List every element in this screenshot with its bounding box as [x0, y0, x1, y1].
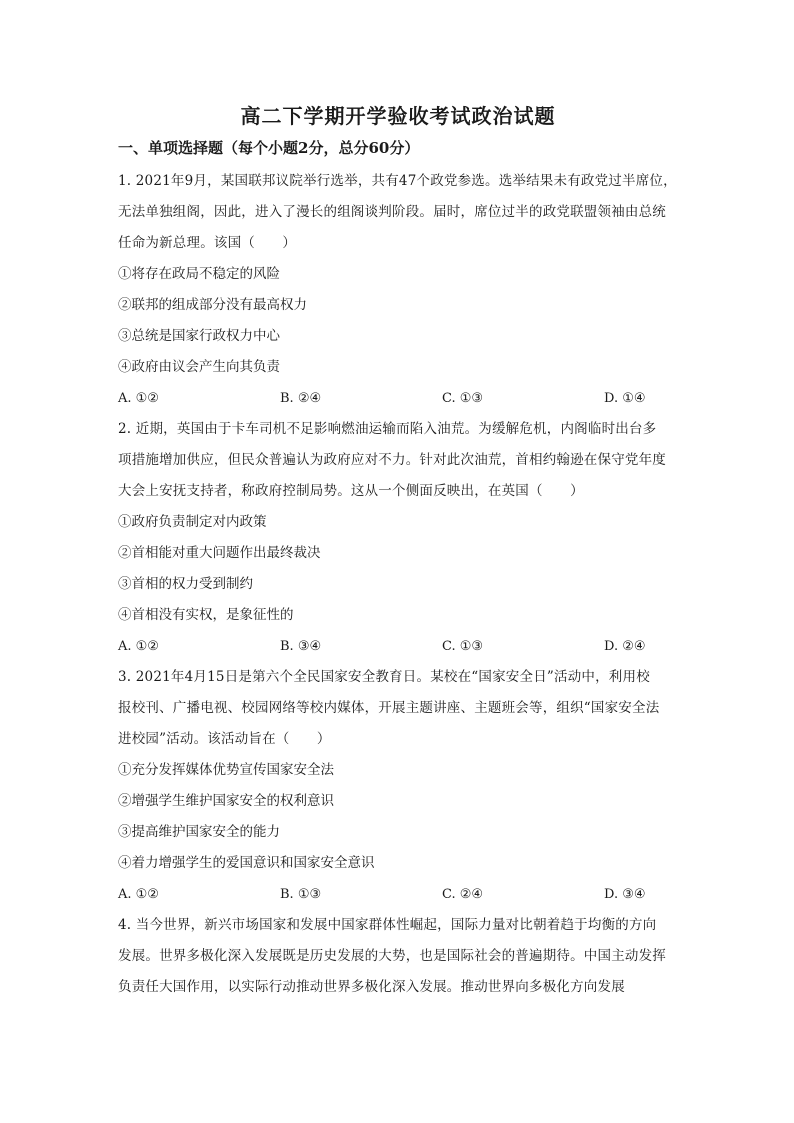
choice-b[interactable]: B. ①③ — [280, 887, 322, 902]
choice-a[interactable]: A. ①② — [118, 639, 159, 654]
question-line: 3. 2021年4月15日是第六个全民国家安全教育日。某校在“国家安全日”活动中，利用校 — [118, 669, 650, 685]
statement-option: ③首相的权力受到制约 — [118, 576, 253, 592]
page-title: 高二下学期开学验收考试政治试题 — [240, 104, 556, 128]
exam-page — [118, 100, 678, 1003]
question-line: 大会上安抚支持者，称政府控制局势。这从一个侧面反映出，在英国（ ） — [118, 483, 584, 499]
statement-option: ①充分发挥媒体优势宣传国家安全法 — [118, 762, 334, 778]
choice-c[interactable]: C. ②④ — [442, 887, 484, 902]
question-line: 2. 近期，英国由于卡车司机不足影响燃油运输而陷入油荒。为缓解危机，内阁临时出台多 — [118, 421, 657, 437]
question-line: 1. 2021年9月，某国联邦议院举行选举，共有47个政党参选。选举结果未有政党过半席位， — [118, 173, 677, 189]
answer-choices — [118, 383, 678, 414]
choice-d[interactable]: D. ②④ — [604, 639, 646, 654]
choice-a[interactable]: A. ①② — [118, 391, 159, 406]
question-3 — [118, 662, 678, 910]
choice-c[interactable]: C. ①③ — [442, 391, 484, 406]
question-line: 无法单独组阁，因此，进入了漫长的组阁谈判阶段。届时，席位过半的政党联盟领袖由总统 — [118, 204, 666, 220]
statement-option: ③提高维护国家安全的能力 — [118, 824, 280, 840]
statement-option: ④首相没有实权，是象征性的 — [118, 607, 294, 623]
question-1 — [118, 166, 678, 414]
statement-option: ②首相能对重大问题作出最终裁决 — [118, 545, 321, 561]
question-line: 项措施增加供应，但民众普遍认为政府应对不力。针对此次油荒，首相约翰逊在保守党年度 — [118, 452, 666, 468]
answer-choices — [118, 631, 678, 662]
statement-option: ④政府由议会产生向其负责 — [118, 359, 280, 375]
choice-d[interactable]: D. ③④ — [604, 887, 646, 902]
choice-b[interactable]: B. ②④ — [280, 391, 322, 406]
statement-option: ④着力增强学生的爱国意识和国家安全意识 — [118, 855, 375, 871]
question-4 — [118, 910, 678, 1003]
choice-b[interactable]: B. ③④ — [280, 639, 322, 654]
section-heading: 一、单项选择题（每个小题2分，总分60分） — [118, 139, 420, 157]
choice-d[interactable]: D. ①④ — [604, 391, 646, 406]
statement-option: ③总统是国家行政权力中心 — [118, 328, 280, 344]
question-line: 进校园”活动。该活动旨在（ ） — [118, 731, 331, 747]
question-line: 报校刊、广播电视、校园网络等校内媒体，开展主题讲座、主题班会等，组织“国家安全法 — [118, 700, 660, 716]
statement-option: ②增强学生维护国家安全的权利意识 — [118, 793, 334, 809]
answer-choices — [118, 879, 678, 910]
choice-c[interactable]: C. ①③ — [442, 639, 484, 654]
statement-option: ①政府负责制定对内政策 — [118, 514, 267, 530]
question-line: 负责任大国作用，以实际行动推动世界多极化深入发展。推动世界向多极化方向发展 — [118, 979, 625, 995]
choice-a[interactable]: A. ①② — [118, 887, 159, 902]
question-2 — [118, 414, 678, 662]
question-line: 发展。世界多极化深入发展既是历史发展的大势，也是国际社会的普遍期待。中国主动发挥 — [118, 948, 666, 964]
statement-option: ①将存在政局不稳定的风险 — [118, 266, 280, 282]
statement-option: ②联邦的组成部分没有最高权力 — [118, 297, 307, 313]
question-line: 4. 当今世界，新兴市场国家和发展中国家群体性崛起，国际力量对比朝着趋于均衡的方向 — [118, 917, 657, 933]
question-line: 任命为新总理。该国（ ） — [118, 235, 297, 251]
